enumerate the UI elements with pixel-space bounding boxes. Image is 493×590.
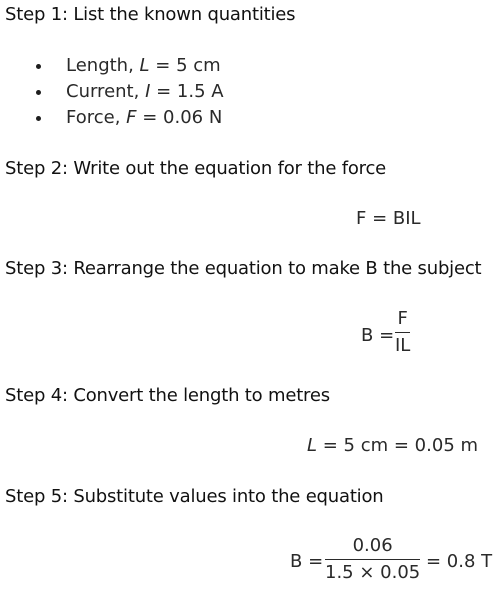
- force-value: = 0.06 N: [136, 107, 223, 128]
- length-quantity: [66, 55, 221, 76]
- step-5-heading: Step 5: Substitute values into the equation: [5, 486, 384, 507]
- force-symbol: F: [126, 107, 137, 128]
- current-symbol: I: [145, 81, 151, 102]
- force-quantity: [66, 107, 222, 128]
- length-conversion-value: = 5 cm = 0.05 m: [317, 435, 479, 456]
- bullet-icon: [36, 116, 41, 121]
- length-label: Length,: [66, 55, 140, 76]
- length-conversion-symbol: L: [307, 435, 318, 456]
- step-3-heading: Step 3: Rearrange the equation to make B the subject: [5, 258, 482, 279]
- fraction-denominator: IL: [395, 335, 411, 357]
- rearranged-fraction: [395, 309, 410, 356]
- current-quantity: [66, 81, 224, 102]
- substitution-lhs: B =: [290, 551, 324, 572]
- current-value: = 1.5 A: [150, 81, 224, 102]
- bullet-icon: [36, 64, 41, 69]
- rearranged-lhs: B =: [361, 325, 395, 346]
- length-symbol: L: [139, 55, 150, 76]
- step-4-heading: Step 4: Convert the length to metres: [5, 385, 330, 406]
- substitution-fraction: [325, 536, 420, 583]
- bullet-icon: [36, 90, 41, 95]
- force-label: Force,: [66, 107, 127, 128]
- current-label: Current,: [66, 81, 146, 102]
- force-equation: F = BIL: [356, 208, 421, 229]
- fraction-bar: [395, 332, 410, 333]
- substitution-denominator: 1.5 × 0.05: [325, 562, 421, 584]
- fraction-numerator: F: [397, 308, 408, 329]
- length-conversion: [307, 435, 478, 456]
- substitution-numerator: 0.06: [352, 535, 393, 556]
- step-2-heading: Step 2: Write out the equation for the force: [5, 158, 387, 179]
- length-value: = 5 cm: [149, 55, 221, 76]
- step-1-heading: Step 1: List the known quantities: [5, 4, 296, 25]
- substitution-result: = 0.8 T: [426, 551, 493, 572]
- fraction-bar: [325, 559, 420, 560]
